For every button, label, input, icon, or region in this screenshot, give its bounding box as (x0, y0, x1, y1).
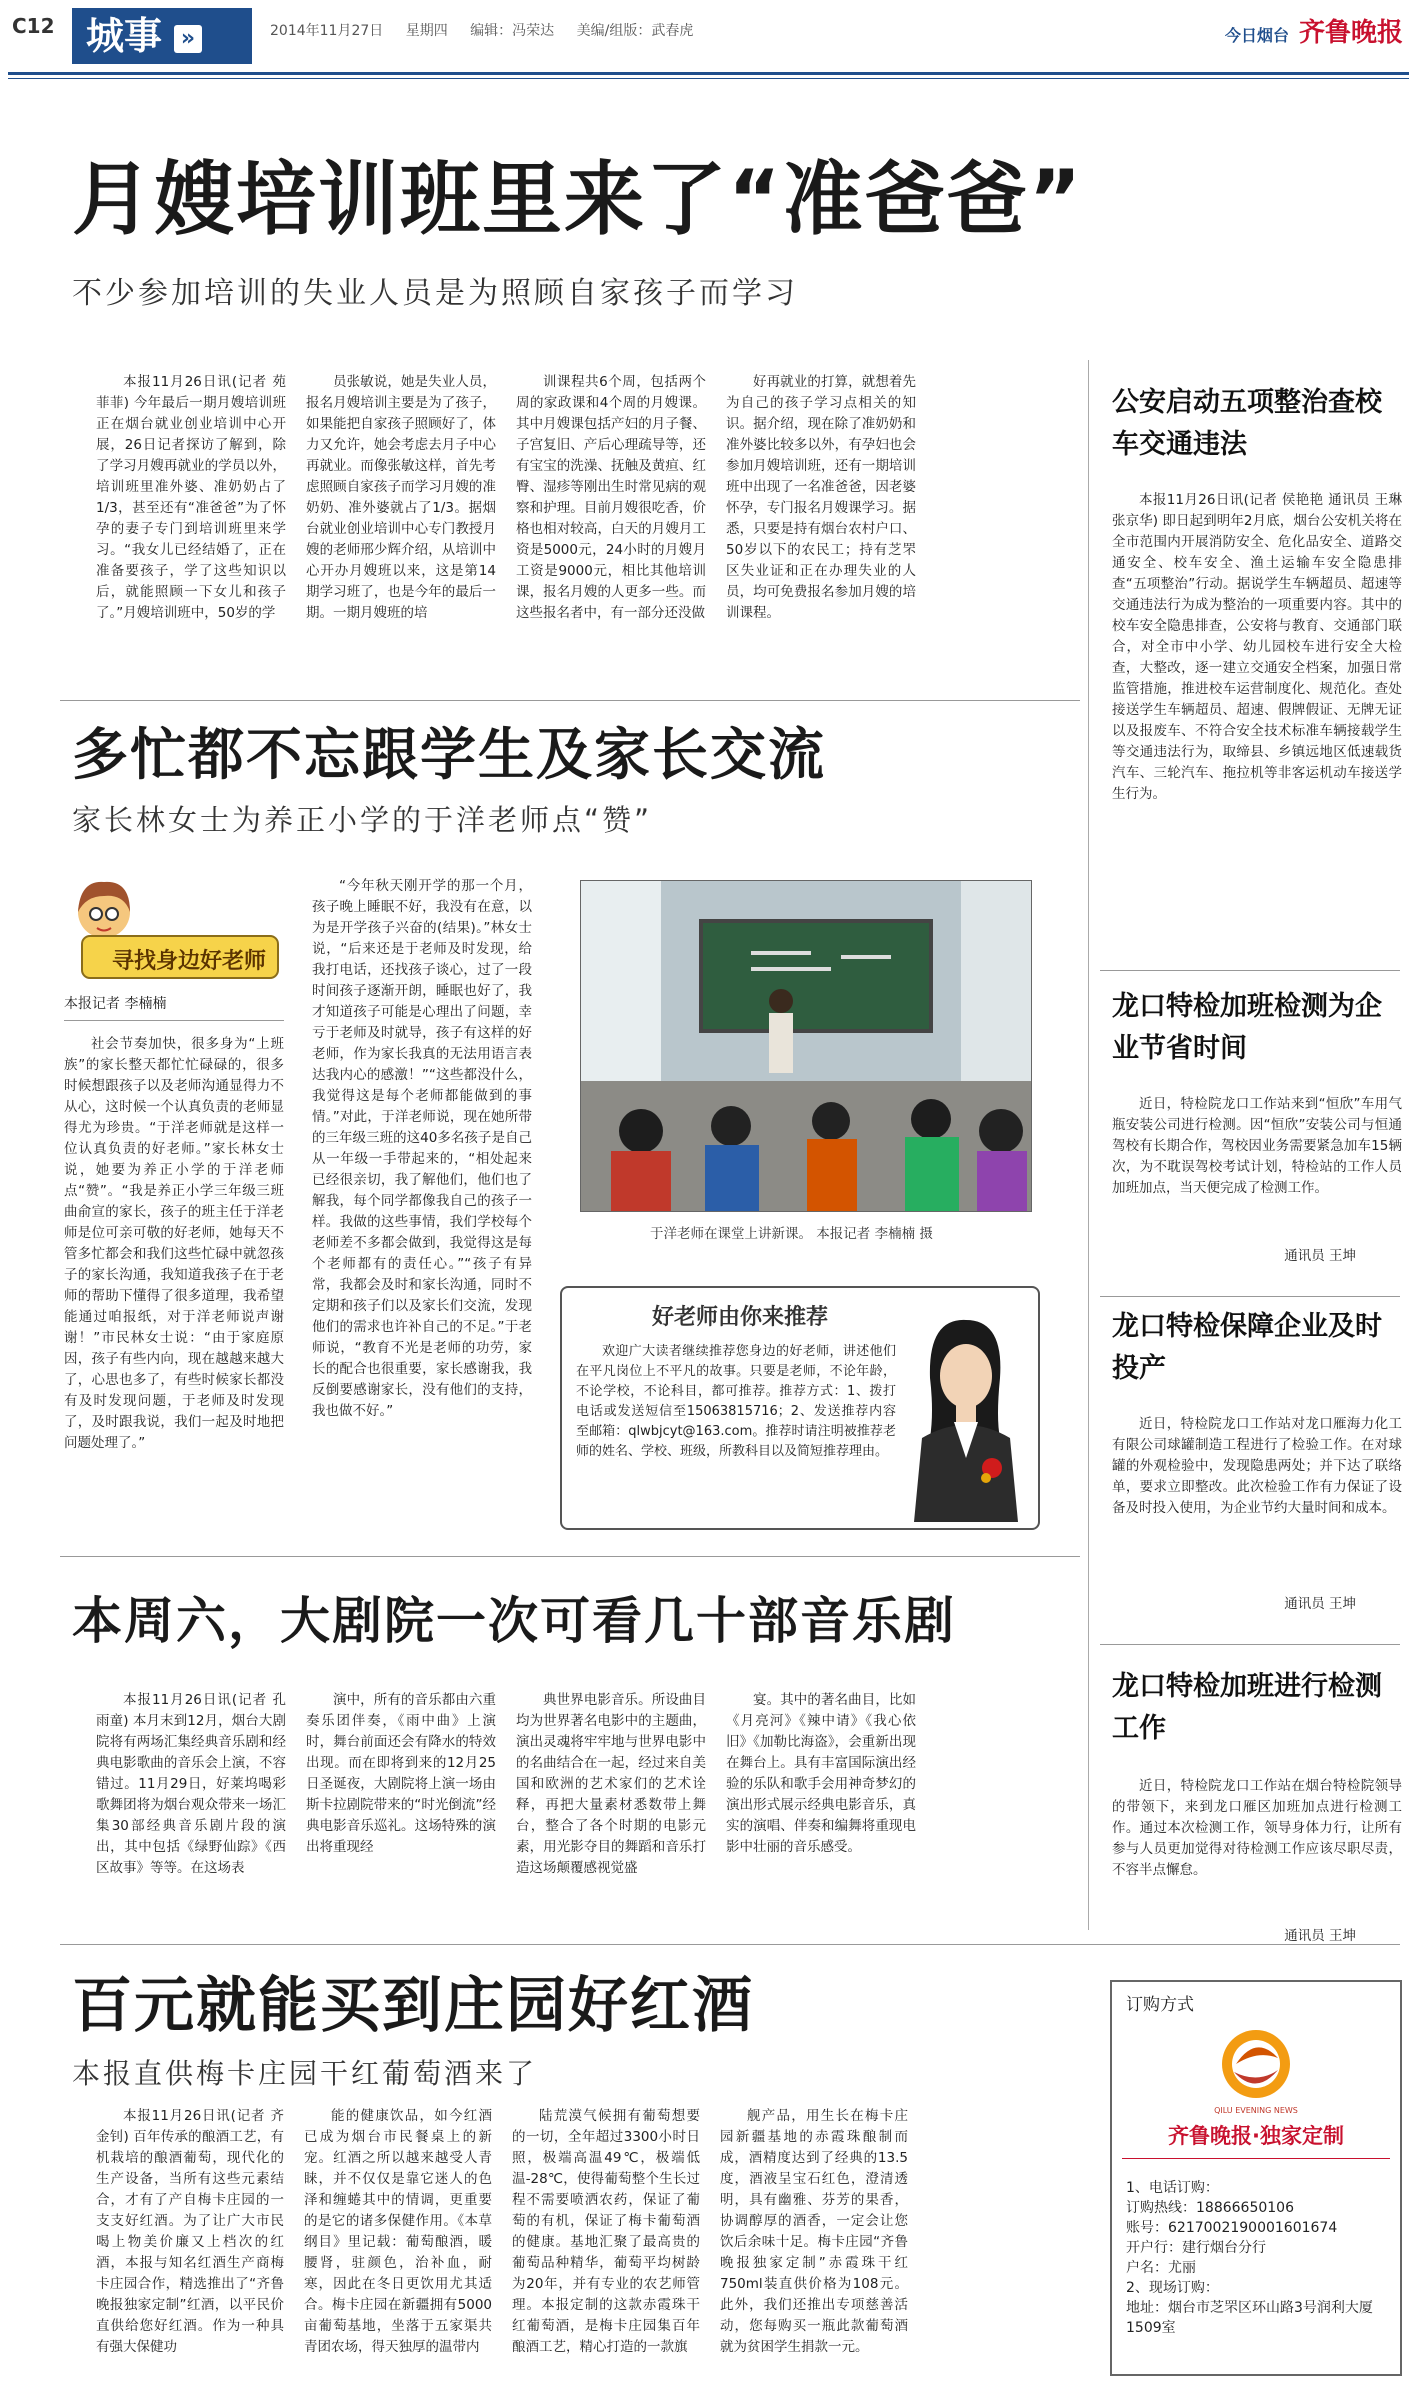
subscribe-details (1126, 2178, 1390, 2338)
article3-column-1 (96, 1690, 286, 1879)
issue-date: 2014年11月27日 (270, 23, 384, 39)
article1-headline: 月嫂培训班里来了“准爸爸” (72, 153, 1084, 246)
side-rule-2 (1100, 1296, 1400, 1297)
recommend-body (576, 1342, 896, 1462)
article1-text-2: 员张敏说，她是失业人员，报名月嫂培训主要是为了孩子，如果能把自家孩子照顾好了，体力又允许，她会考虑去月子中心再就业。而像张敏这样，首先考虑照顾自家孩子而学习月嫂的准奶奶、准外婆就占了1/3。据烟台就业创业培训中心专门教授月嫂的老师邢少辉介绍，从培训中心开办月嫂班以来，这是第14期学习班了，也是今年的最后一期。一期月嫂班的培 (306, 374, 496, 621)
section-label: 城事 (86, 14, 163, 58)
article4-headline: 百元就能买到庄园好红酒 (72, 1971, 754, 2041)
article4-column-1 (96, 2106, 284, 2358)
issue-weekday: 星期四 (405, 23, 448, 39)
side-rule-1 (1100, 970, 1400, 971)
subscribe-line: 2、现场订购： (1126, 2280, 1219, 2296)
side-rule-3 (1100, 1644, 1400, 1645)
newspaper-name: 齐鲁晚报 (1298, 18, 1403, 48)
article3-text-3: 典世界电影音乐。所设曲目均为世界著名电影中的主题曲，演出灵魂将牢牢地与世界电影中的名曲结合在一起，经过来自美国和欧洲的艺术家们的艺术诠释，再把大量素材悉数带上舞台，整合了各个时期的电影元素，用光影夺目的舞蹈和音乐打造这场颠覆感视觉盛 (516, 1692, 706, 1876)
side1-body (1112, 490, 1402, 805)
subscribe-line: 开户行：建行烟台分行 (1126, 2240, 1266, 2256)
side3-headline: 龙口特检保障企业及时投产 (1112, 1311, 1382, 1384)
article1-bottom-rule (60, 700, 1080, 701)
side3-text: 近日，特检院龙口工作站对龙口雁海力化工有限公司球罐制造工程进行了检验工作。在对球罐的外观检验中，发现隐患两处；并下达了联络单，要求立即整改。此次检验工作有力保证了设备及时投入使用，为企业节约大量时间和成本。 (1112, 1416, 1402, 1516)
article4-column-2 (304, 2106, 492, 2358)
side1-headline: 公安启动五项整治查校车交通违法 (1112, 387, 1382, 460)
classroom-image (581, 881, 1031, 1211)
article3-column-4 (726, 1690, 916, 1858)
article1-column-1 (96, 372, 286, 624)
article3-text-1: 本报11月26日讯(记者 孔雨童) 本月末到12月，烟台大剧院将有两场汇集经典音乐剧和经典电影歌曲的音乐会上演，不容错过。11月29日，好莱坞喝彩歌舞团将为烟台观众带来一场汇集30部经典音乐剧片段的演出，其中包括《绿野仙踪》《西区故事》等等。在这场表 (96, 1692, 286, 1876)
side3-byline: 通讯员 王坤 (1284, 1596, 1356, 1612)
side2-byline: 通讯员 王坤 (1284, 1248, 1356, 1264)
article3-headline: 本周六，大剧院一次可看几十部音乐剧 (72, 1592, 956, 1650)
subscribe-box (1110, 1980, 1402, 2376)
article4-text-2: 能的健康饮品，如今红酒已成为烟台市民餐桌上的新宠。红酒之所以越来越受人青睐，并不仅仅是靠它迷人的色泽和缠蜷其中的情调，更重要的是它的诸多保健作用。《本草纲目》里记载：葡萄酿酒，暖腰肾，驻颜色，治补血，耐寒，因此在冬日更饮用尤其适合。梅卡庄园在新疆拥有5000亩葡萄基地，坐落于五家渠共青团农场，得天独厚的温带内 (304, 2108, 492, 2355)
logo-small-text: QILU EVENING NEWS (1214, 2106, 1298, 2115)
article3-text-4: 宴。其中的著名曲目，比如《月亮河》《辣中请》《我心依旧》《加勒比海盗》，会重新出现在舞台上。具有丰富国际演出经验的乐队和歌手会用神奇梦幻的演出形式展示经典电影音乐，真实的演唱、伴奏和编舞将重现电影中壮丽的音乐感受。 (726, 1692, 916, 1855)
side2-text: 近日，特检院龙口工作站来到“恒欣”车用气瓶安装公司进行检测。因“恒欣”安装公司与恒通驾校有长期合作，驾校因业务需要紧急加车15辆次，为不耽误驾校考试计划，特检站的工作人员加班加点，当天便完成了检测工作。 (1112, 1096, 1402, 1196)
article1-text-4: 好再就业的打算，就想着先为自己的孩子学习点相关的知识。据介绍，现在除了准奶奶和准外婆比较多以外，有孕妇也会参加月嫂培训班，还有一期培训班中出现了一名准爸爸，因老婆怀孕，专门报名月嫂课学习。据悉，只要是持有烟台农村户口、50岁以下的农民工；持有芝罘区失业证和正在办理失业的人员，均可免费报名参加月嫂的培训课程。 (726, 374, 916, 621)
side4-byline: 通讯员 王坤 (1284, 1928, 1356, 1944)
article3-column-2 (306, 1690, 496, 1858)
sidebar-divider (1088, 360, 1089, 1930)
article2-reporter: 本报记者 李楠楠 (64, 996, 167, 1012)
photo-caption: 于洋老师在课堂上讲新课。 本报记者 李楠楠 摄 (650, 1226, 933, 1242)
dateline (270, 20, 711, 40)
article4-text-3: 陆荒漠气候拥有葡萄想要的一切，全年超过3300小时日照，极端高温49℃，极端低温-28℃，使得葡萄整个生长过程不需要喷洒农药，保证了葡萄的有机，保证了梅卡葡萄酒的健康。基地汇聚了最高贵的葡萄品种精华，葡萄平均树龄为20年，并有专业的农艺师管理。本报定制的这款赤霞珠干红葡萄酒，是梅卡庄园集百年酿酒工艺，精心打造的一款旗 (512, 2108, 700, 2355)
subscribe-line: 地址：烟台市芝罘区环山路3号润利大厦1509室 (1126, 2300, 1373, 2336)
article3-column-3 (516, 1690, 706, 1879)
recommend-text: 欢迎广大读者继续推荐您身边的好老师，讲述他们在平凡岗位上不平凡的故事。只要是老师，不论年龄，不论学校，不论科目，都可推荐。推荐方式：1、拨打电话或发送短信至15063815716；2、发送推荐内容至邮箱：qlwbjcyt@163.com。推荐时请注明被推荐老师的姓名、学校、班级，所教科目以及简短推荐理由。 (576, 1344, 896, 1459)
article4-text-4: 舰产品，用生长在梅卡庄园新疆基地的赤霞珠酿制而成，酒精度达到了经典的13.5度，酒液呈宝石红色，澄清透明，具有幽雅、芬芳的果香，协调醇厚的酒香，一定会让您饮后余味十足。梅卡庄园“齐鲁晚报独家定制”赤霞珠干红750ml装直供价格为108元。此外，我们还推出专项慈善活动，您每购买一瓶此款葡萄酒就为贫困学生捐款一元。 (720, 2108, 908, 2355)
article4-subheadline: 本报直供梅卡庄园干红葡萄酒来了 (72, 2057, 538, 2090)
side1-text: 本报11月26日讯(记者 侯艳艳 通讯员 王琳 张京华) 即日起到明年2月底，烟台公安机关将在全市范围内开展消防安全、危化品安全、道路交通安全、校车安全、渔土运输车安全隐患排查“五项整治”行动。据说学生车辆超员、超速等交通违法行为成为整治的一项重要内容。其中的校车安全隐患排查，公安将与教育、交通部门联合，对全市中小学、幼儿园校车进行安全大检查，大整改，逐一建立交通安全档案，加强日常监管措施，推进校车运营制度化、规范化。查处接送学生车辆超员、超速、假牌假证、无牌无证以及报废车、不符合安全技术标准车辆接载学生等交通违法行为，取缔县、乡镇远地区低速载货汽车、三轮汽车、拖拉机等非客运机动车接送学生行为。 (1112, 492, 1402, 802)
article1-column-2 (306, 372, 496, 624)
article2-subheadline: 家长林女士为养正小学的于洋老师点“赞” (72, 803, 653, 837)
logo-rule (1122, 2158, 1390, 2159)
masthead (1225, 12, 1403, 49)
article1-text-1: 本报11月26日讯(记者 苑菲菲) 今年最后一期月嫂培训班正在烟台就业创业培训中心开展，26日记者探访了解到，除了学习月嫂再就业的学员以外，培训班里准外婆、准奶奶占了1/3，甚至还有“准爸爸”为了怀孕的妻子专门到培训班里来学习。“我女儿已经结婚了，正在准备要孩子，学了这些知识以后，就能照顾一下女儿和孩子了。”月嫂培训班中，50岁的学 (96, 374, 286, 621)
side4-headline: 龙口特检加班进行检测工作 (1112, 1671, 1382, 1744)
subscribe-line: 订购热线：18866650106 (1126, 2200, 1294, 2216)
side3-body (1112, 1414, 1402, 1519)
article2-text-1: 社会节奏加快，很多身为“上班族”的家长整天都忙忙碌碌的，很多时候想跟孩子以及老师沟通显得力不从心，这时候一个认真负责的老师显得尤为珍贵。“于洋老师就是这样一位认真负责的好老师。”家长林女士说，她要为养正小学的于洋老师点“赞”。“我是养正小学三年级三班曲俞宣的家长，孩子的班主任于洋老师是位可亲可敬的好老师，她每天不管多忙都会和我们这些忙碌中就忽孩子的家长沟通，我知道我孩子在于老师的帮助下懂得了很多道理，我希望能通过咱报纸，对于洋老师说声谢谢！”市民林女士说：“由于家庭原因，孩子有些内向，现在越越来越大了，心思也多了，有些时候家长都没有及时发现问题，于老师及时发现了，及时跟我说，我们一起及时地把问题处理了。” (64, 1036, 284, 1451)
double-chevron-right-icon: » (174, 25, 202, 53)
column-badge-label: 寻找身边好老师 (111, 949, 266, 974)
edition-name: 今日烟台 (1224, 26, 1289, 45)
article1-subheadline: 不少参加培训的失业人员是为照顾自家孩子而学习 (72, 276, 798, 311)
designer-credit: 美编/组版：武春虎 (576, 23, 694, 39)
page-number: C12 (12, 14, 55, 38)
top-rule-thin (8, 78, 1409, 79)
article2-column-2 (312, 876, 532, 1422)
top-rule (8, 72, 1409, 75)
article4-column-3 (512, 2106, 700, 2358)
side2-body (1112, 1094, 1402, 1199)
subscribe-line: 户名：尤丽 (1126, 2260, 1196, 2276)
classroom-photo (580, 880, 1032, 1212)
subscribe-line: 账号：6217002190001601674 (1126, 2220, 1338, 2236)
column-badge (64, 874, 284, 984)
newspaper-logo-icon (1206, 2022, 1306, 2112)
article2-headline: 多忙都不忘跟学生及家长交流 (72, 723, 826, 788)
article4-column-4 (720, 2106, 908, 2358)
side4-body (1112, 1776, 1402, 1881)
article2-bottom-rule (60, 1556, 1080, 1557)
recommend-box (560, 1286, 1040, 1530)
section-tab[interactable] (72, 8, 252, 64)
article3-text-2: 演中，所有的音乐都由六重奏乐团伴奏，《雨中曲》上演时，舞台前面还会有降水的特效出现。而在即将到来的12月25日圣诞夜，大剧院将上演一场由斯卡拉剧院带来的“时光倒流”经典电影音乐巡礼。这场特殊的演出将重现经 (306, 1692, 496, 1855)
recommend-title: 好老师由你来推荐 (652, 1305, 829, 1330)
subscribe-title: 订购方式 (1126, 1995, 1194, 2015)
article2-text-2: “今年秋天刚开学的那一个月，孩子晚上睡眠不好，我没有在意，以为是开学孩子兴奋的(结果)。”林女士说，“后来还是于老师及时发现，给我打电话，还找孩子谈心，过了一段时间孩子逐渐开朗，睡眠也好了，我才知道孩子可能是心理出了问题，幸亏于老师及时就导，孩子有这样的好老师，作为家长我真的无法用语言表达我内心的感激！”“这些都没什么，我觉得这是每个老师都能做到的事情。”对此，于洋老师说，现在她所带的三年级三班的这40多名孩子是自己从一年级一手带起来的，“相处起来已经很亲切，我了解他们，他们也了解我，每个同学都像我自己的孩子一样。我做的这些事情，我们学校每个老师差不多都会做到，我觉得这是每个老师都有的责任心。”“孩子有异常，我都会及时和家长沟通，同时不定期和孩子们以及家长们交流，发现他们的需求也许补自己的不足。”于老师说，“教育不光是老师的功劳，家长的配合也很重要，家长感谢我，我反倒要感谢家长，没有他们的支持，我也做不好。” (312, 878, 532, 1419)
subscribe-line: 1、电话订购： (1126, 2180, 1219, 2196)
side4-text: 近日，特检院龙口工作站在烟台特检院领导的带领下，来到龙口雁区加班加点进行检测工作。通过本次检测工作，领导身体力行，让所有参与人员更加觉得对待检测工作应该尽职尽责，不容半点懈怠。 (1112, 1778, 1402, 1878)
article2-column-1 (64, 1034, 284, 1454)
side2-headline: 龙口特检加班检测为企业节省时间 (1112, 991, 1382, 1064)
article1-text-3: 训课程共6个周，包括两个周的家政课和4个周的月嫂课。其中月嫂课包括产妇的月子餐、子宫复旧、产后心理疏导等，还有宝宝的洗澡、抚触及黄疸、红臀、湿疹等刚出生时常见病的观察和护理。目前月嫂很吃香，价格也相对较高，白天的月嫂月工资是5000元，24小时的月嫂月工资是9000元，相比其他培训课，报名月嫂的人更多一些。而这些报名者中，有一部分还没做 (516, 374, 706, 621)
teacher-illustration-icon (900, 1308, 1030, 1522)
article1-column-3 (516, 372, 706, 624)
editor-credit: 编辑：冯荣达 (470, 23, 555, 39)
article4-text-1: 本报11月26日讯(记者 齐金钊) 百年传承的酿酒工艺，有机栽培的酿酒葡萄，现代化的生产设备，当所有这些元素结合，才有了产自梅卡庄园的一支支好红酒。为了让广大市民喝上物美价廉又上档次的红酒，本报与知名红酒生产商梅卡庄园合作，精选推出了“齐鲁晚报独家定制”红酒，以平民价直供给您好红酒。作为一种具有强大保健功 (96, 2108, 284, 2355)
article1-column-4 (726, 372, 916, 624)
article3-bottom-rule (60, 1944, 1400, 1945)
reporter-rule (64, 1020, 284, 1021)
logo-text: 齐鲁晚报·独家定制 (1168, 2124, 1344, 2148)
